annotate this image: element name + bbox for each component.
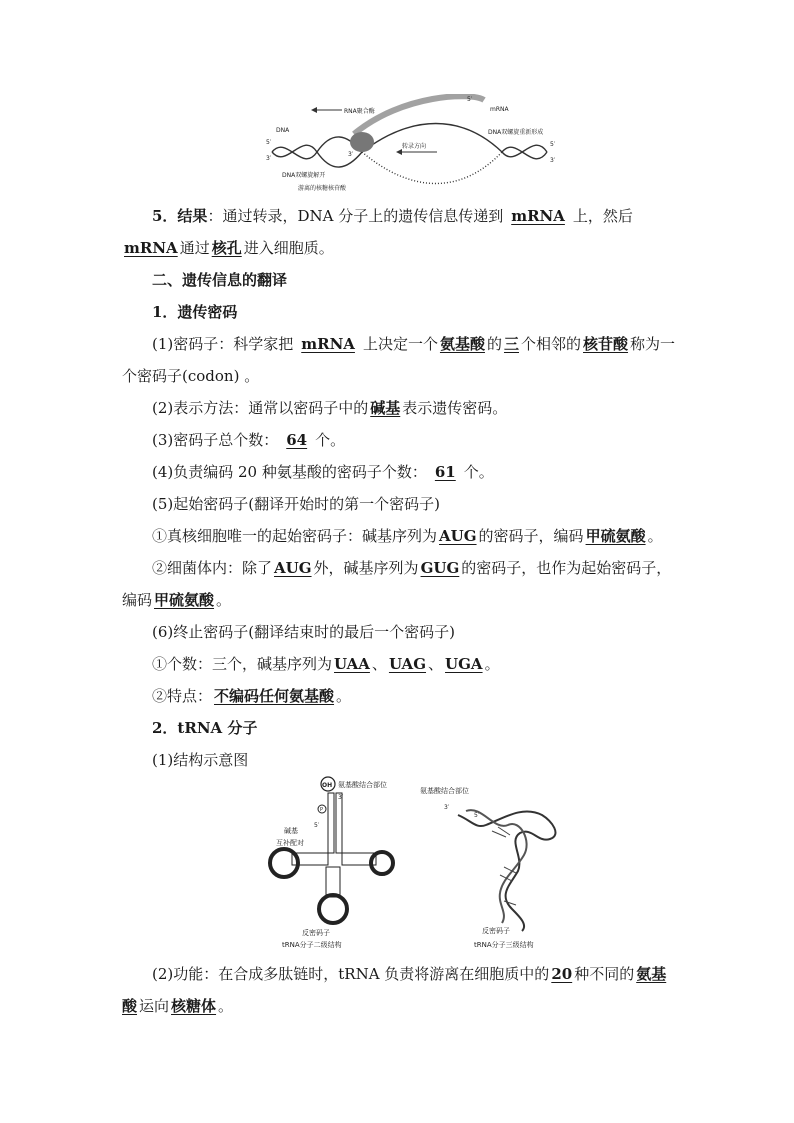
answer-item6a-uaa: UAA: [334, 655, 370, 673]
item-1-t3: 个相邻的: [521, 335, 582, 353]
function-t3: 。: [218, 997, 234, 1015]
function-t2: 运向: [139, 997, 170, 1015]
label-3-prime-right: 3′: [550, 157, 556, 164]
item-1-t2: 的: [486, 335, 502, 353]
item-6a-sep2: 、: [428, 655, 444, 673]
heading-trna: 2．tRNA 分子: [152, 719, 258, 737]
answer-item5b-methionine: 甲硫氨酸: [154, 591, 215, 609]
heading-genetic-code: 1．遗传密码: [152, 303, 238, 321]
answer-item5b-aug: AUG: [274, 559, 312, 577]
label-3-prime-mid: 3′: [348, 151, 354, 158]
answer-item6a-uga: UGA: [445, 655, 483, 673]
answer-function-ribosome: 核糖体: [171, 997, 217, 1015]
answer-item1-nucleotide: 核苷酸: [583, 335, 629, 353]
base-pair-label-1: 碱基: [284, 827, 298, 835]
item-1-prefix: (1)密码子：科学家把: [152, 335, 294, 353]
section-5-paragraph: [122, 200, 676, 264]
caption-right: tRNA分子三级结构: [474, 941, 534, 949]
anticodon-right: 反密码子: [482, 927, 510, 935]
structure-title: (1)结构示意图: [152, 751, 249, 769]
anticodon-left: 反密码子: [302, 929, 330, 937]
p-label: P: [320, 807, 324, 813]
aa-site-left: 氨基酸结合部位: [338, 781, 387, 789]
label-rna-polymerase: RNA聚合酶: [344, 108, 375, 115]
trna-left-5prime: 5′: [314, 822, 320, 829]
item-5b-prefix: ②细菌体内：除了: [152, 559, 273, 577]
answer-item2-base: 碱基: [370, 399, 401, 417]
aa-site-right: 氨基酸结合部位: [420, 787, 469, 795]
trna-figure: [262, 775, 582, 955]
heading-translation: 二、遗传信息的翻译: [152, 271, 288, 289]
item-3-prefix: (3)密码子总个数：: [152, 431, 279, 449]
answer-item5a-aug: AUG: [439, 527, 477, 545]
item-5: (5)起始密码子(翻译开始时的第一个密码子): [152, 495, 440, 513]
label-dna-reform: DNA双螺旋重新形成: [488, 129, 544, 136]
item-5b-t3: 。: [216, 591, 232, 609]
item-3: [122, 424, 676, 456]
answer-function-20: 20: [551, 965, 573, 983]
answer-item6a-uag: UAG: [388, 655, 427, 673]
item-5a-t2: 。: [647, 527, 663, 545]
answer-item6b-no-amino-acid: 不编码任何氨基酸: [214, 687, 335, 705]
answer-item4-61: 61: [434, 463, 456, 481]
trna-right-5prime: 5′: [474, 812, 480, 819]
transcription-figure: [262, 94, 562, 194]
function-t1: 种不同的: [574, 965, 635, 983]
answer-function-amino-acid: 氨基酸: [122, 965, 667, 1015]
label-3-prime-left: 3′: [266, 155, 272, 162]
caption-left: tRNA分子二级结构: [282, 941, 342, 949]
item-5a-prefix: ①真核细胞唯一的起始密码子：碱基序列为: [152, 527, 438, 545]
oh-label: OH: [322, 782, 333, 789]
item-2-t1: 表示遗传密码。: [402, 399, 508, 417]
item-6b: [122, 680, 676, 712]
item-6a-prefix: ①个数：三个，碱基序列为: [152, 655, 333, 673]
item-1-t4: 称为一个密码子(codon) 。: [122, 335, 676, 385]
answer-nuclear-pore: 核孔: [211, 239, 242, 257]
section-5-text4: 进入细胞质。: [243, 239, 334, 257]
item-6b-t1: 。: [336, 687, 352, 705]
label-dna-unwind: DNA双螺旋解开: [282, 172, 326, 179]
item-6b-prefix: ②特点：: [152, 687, 213, 705]
label-direction: 转录方向: [402, 143, 427, 150]
item-5b: [122, 552, 676, 616]
label-dna: DNA: [276, 127, 290, 134]
item-6a: [122, 648, 676, 680]
section-5-text3: 通过: [179, 239, 210, 257]
trna-right-3prime: 3′: [444, 804, 450, 811]
item-5a: [122, 520, 676, 552]
section-5-text1: ：通过转录，DNA 分子上的遗传信息传递到: [207, 207, 504, 225]
item-6: (6)终止密码子(翻译结束时的最后一个密码子): [152, 623, 455, 641]
item-5b-t2: 的密码子，也作为起始密码子，编码: [122, 559, 672, 609]
item-4: [122, 456, 676, 488]
function-paragraph: [122, 958, 676, 1022]
answer-item1-three: 三: [503, 335, 519, 353]
answer-item3-64: 64: [286, 431, 308, 449]
item-4-prefix: (4)负责编码 20 种氨基酸的密码子个数：: [152, 463, 427, 481]
base-pair-label-2: 互补配对: [276, 839, 304, 847]
item-6a-t1: 。: [484, 655, 500, 673]
item-4-t1: 个。: [463, 463, 494, 481]
item-6a-sep1: 、: [371, 655, 387, 673]
trna-left-3prime: 3′: [338, 794, 344, 801]
answer-item1-amino-acid: 氨基酸: [439, 335, 485, 353]
answer-item1-mrna: mRNA: [301, 335, 355, 353]
item-2-prefix: (2)表示方法：通常以密码子中的: [152, 399, 369, 417]
item-2: [122, 392, 676, 424]
label-5-prime-top: 5′: [467, 96, 473, 103]
item-3-t1: 个。: [315, 431, 346, 449]
section-5-lead: 5．结果: [152, 207, 208, 225]
label-free-nucleotides: 游离的核糖核苷酸: [298, 185, 347, 192]
section-5-text2: 上，然后: [572, 207, 633, 225]
answer-item5a-methionine: 甲硫氨酸: [585, 527, 646, 545]
item-1-t1: 上决定一个: [362, 335, 438, 353]
item-1: [122, 328, 676, 392]
label-5-prime-left: 5′: [266, 139, 272, 146]
item-5b-t1: 外，碱基序列为: [313, 559, 419, 577]
label-5-prime-right: 5′: [550, 141, 556, 148]
function-prefix: (2)功能：在合成多肽链时，tRNA 负责将游离在细胞质中的: [152, 965, 550, 983]
answer-item5b-gug: GUG: [420, 559, 460, 577]
answer-mrna-1: mRNA: [511, 207, 565, 225]
item-5a-t1: 的密码子，编码: [478, 527, 584, 545]
answer-mrna-2: mRNA: [124, 239, 178, 257]
label-mrna: mRNA: [490, 106, 509, 113]
